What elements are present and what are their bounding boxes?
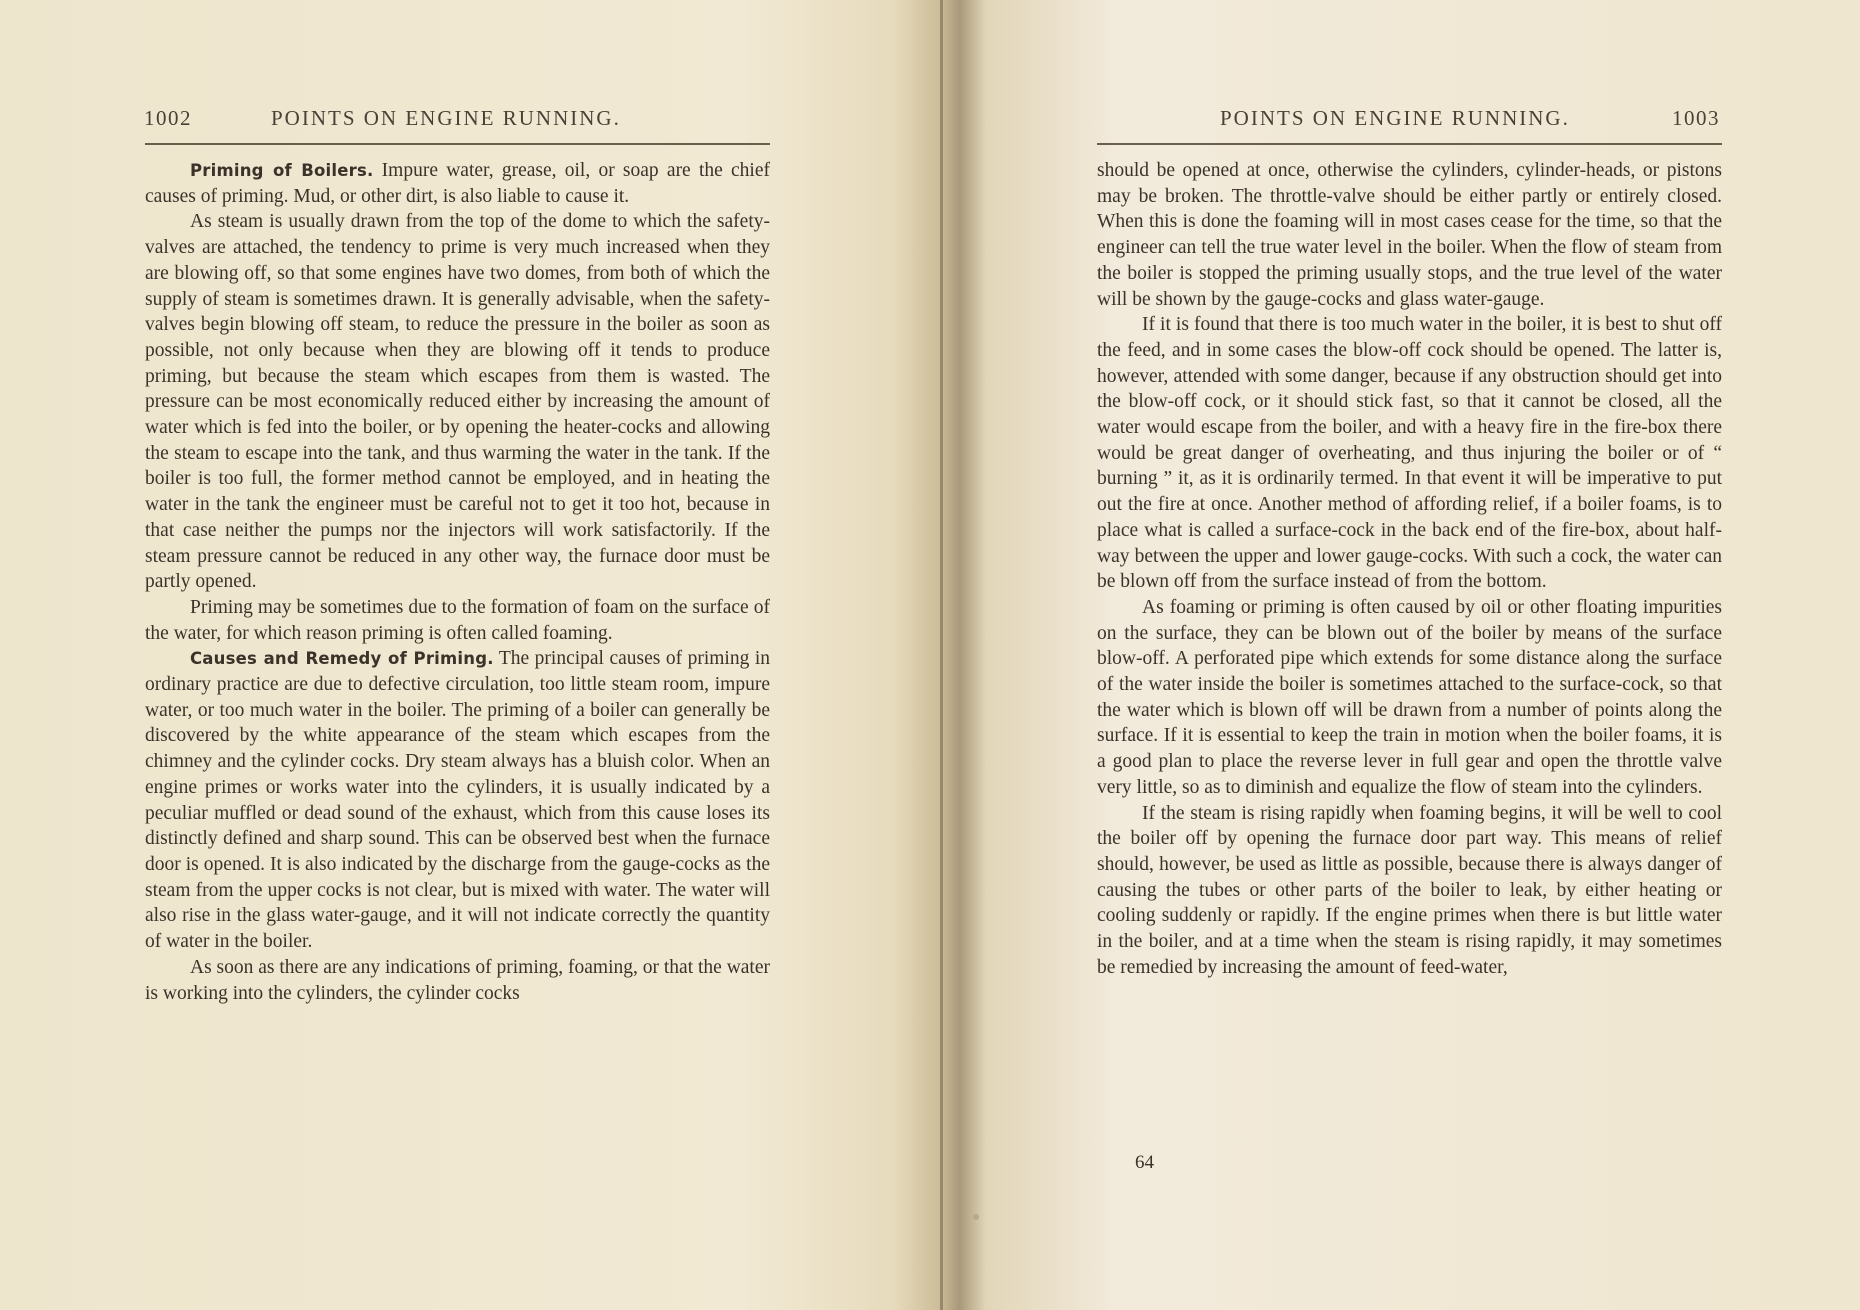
section-heading-priming-of-boilers: Priming of Boilers. [190, 161, 374, 180]
book-gutter [940, 0, 943, 1310]
paragraph: If the steam is rising rapidly when foaming begins, it will be well to cool the boiler off by opening the furnace door part way. This means of relief should, however, be used as little as possible, because there is always danger of causing the tubes or other parts of the boiler to leak, by either heating or cooling suddenly or rapidly. If the engine primes when there is but little water in the boiler, and at a time when the steam is rising rapidly, it may sometimes be remedied by increasing the amount of feed-water, [1097, 802, 1722, 978]
left-page-number: 1002 [144, 106, 192, 130]
right-head-rule [1097, 143, 1722, 145]
paragraph-text: Impure water, grease, oil, or soap are the chief causes of priming. Mud, or other dirt, is also liable to cause it. [145, 160, 770, 207]
paragraph: Priming may be sometimes due to the formation of foam on the surface of the water, for which reason priming is often called foaming. [145, 596, 770, 644]
right-page-body [1097, 158, 1722, 981]
paragraph: As steam is usually drawn from the top of the dome to which the safety-valves are attached, the tendency to prime is very much increased when they are blowing off, so that some engines have two domes, from both of which the supply of steam is sometimes drawn. It is generally advisable, when the safety-valves begin blowing off steam, to reduce the pressure in the boiler as soon as possible, not only because when they are blowing off it tends to produce priming, but because the steam which escapes from them is wasted. The pressure can be most economically reduced either by increasing the amount of water which is fed into the boiler, or by opening the heater-cocks and allowing the steam to escape into the tank, and thus warming the water in the tank. If the boiler is too full, the former method cannot be employed, and in heating the water in the tank the engineer must be careful not to get it too hot, because in that case neither the pumps nor the injectors will work satisfactorily. If the steam pressure cannot be reduced in any other way, the furnace door must be partly opened. [145, 211, 770, 593]
section-heading-causes-and-remedy: Causes and Remedy of Priming. [190, 649, 494, 669]
paragraph: As soon as there are any indications of priming, foaming, or that the water is working into the cylinders, the cylinder cocks [145, 956, 770, 1004]
signature-mark: 64 [1135, 1152, 1154, 1173]
right-page [950, 0, 1860, 1310]
left-page-body [145, 158, 770, 1006]
right-running-head: POINTS ON ENGINE RUNNING. [1220, 106, 1570, 130]
paragraph: should be opened at once, otherwise the cylinders, cylinder-heads, or pistons may be broken. The throttle-valve should be either partly or entirely closed. When this is done the foaming will in most cases cease for the time, so that the engineer can tell the true water level in the boiler. When the flow of steam from the boiler is stopped the priming usually stops, and the true level of the water will be shown by the gauge-cocks and glass water-gauge. [1097, 160, 1722, 310]
paper-speck [973, 1214, 979, 1220]
paragraph [145, 646, 770, 954]
paragraph [145, 158, 770, 209]
paragraph-text: The principal causes of priming in ordinary practice are due to defective circulation, too little steam room, impure water, or too much water in the boiler. The priming of a boiler can generally be discovered by the white appearance of the steam which escapes from the chimney and the cylinder cocks. Dry steam always has a bluish color. When an engine primes or works water into the cylinders, it is usually indicated by a peculiar muffled or dead sound of the exhaust, which from this cause loses its distinctly defined and sharp sound. This can be observed best when the furnace door is opened. It is also indicated by the discharge from the gauge-cocks as the steam from the upper cocks is not clear, but is mixed with water. The water will also rise in the glass water-gauge, and it will not indicate correctly the quantity of water in the boiler. [145, 648, 770, 953]
paragraph: As foaming or priming is often caused by oil or other floating impurities on the surface, they can be blown out of the boiler by means of the surface blow-off. A perforated pipe which extends for some distance along the surface of the water inside the boiler is sometimes attached to the surface-cock, so that the water which is blown off will be drawn from a number of points along the surface. If it is essential to keep the train in motion when the boiler foams, it is a good plan to place the reverse lever in full gear and open the throttle valve very little, so as to diminish and equalize the flow of steam into the cylinders. [1097, 596, 1722, 798]
left-running-head: POINTS ON ENGINE RUNNING. [271, 106, 621, 130]
right-page-number: 1003 [1672, 106, 1720, 130]
paragraph: If it is found that there is too much water in the boiler, it is best to shut off the feed, and in some cases the blow-off cock should be opened. The latter is, however, attended with some danger, because if any obstruction should get into the blow-off cock, or it should stick fast, so that it cannot be closed, all the water would escape from the boiler, and with a heavy fire in the fire-box there would be great danger of overheating, and thus injuring the boiler or of “ burning ” it, as it is ordinarily termed. In that event it will be imperative to put out the fire at once. Another method of affording relief, if a boiler foams, is to place what is called a surface-cock in the back end of the fire-box, about half-way between the upper and lower gauge-cocks. With such a cock, the water can be blown off from the surface instead of from the bottom. [1097, 314, 1722, 593]
left-head-rule [145, 143, 770, 145]
